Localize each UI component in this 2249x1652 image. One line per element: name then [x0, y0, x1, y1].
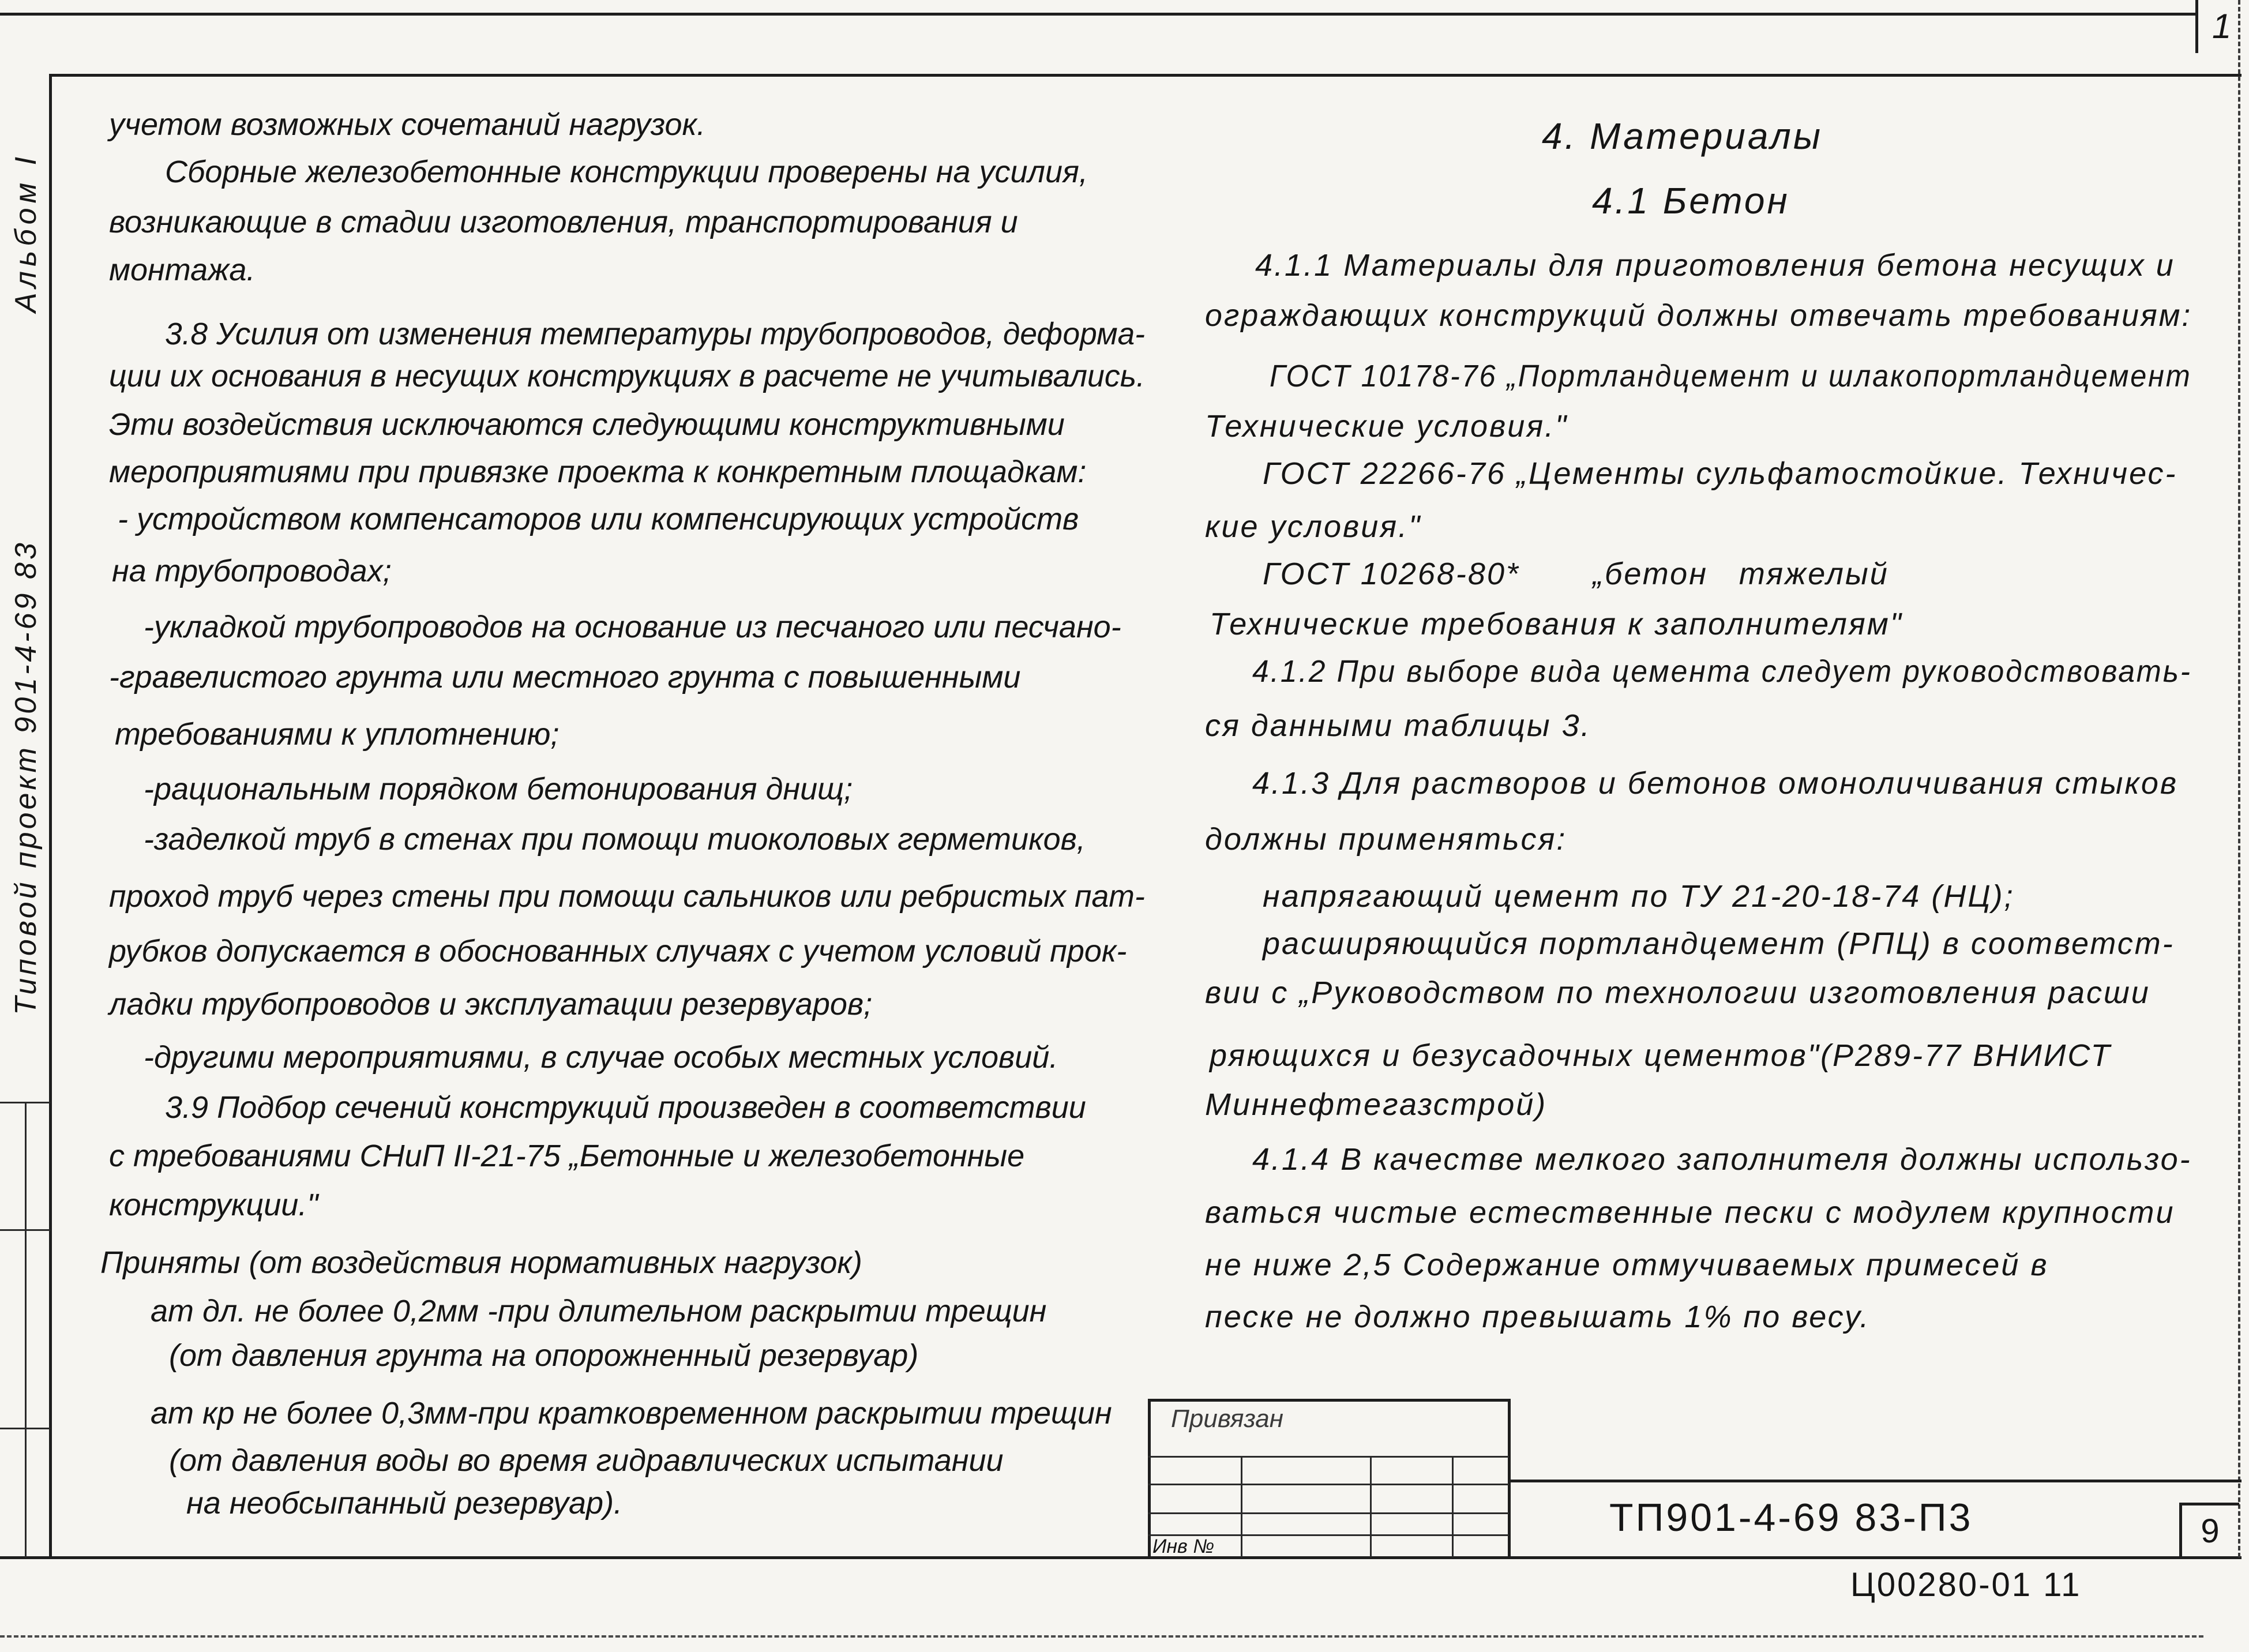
- left-text-line: 3.8 Усилия от изменения температуры трубопроводов, деформа-: [165, 317, 1146, 351]
- title-block-col-rule: [1452, 1456, 1454, 1557]
- right-text-line: 4.1.1 Материалы для приготовления бетона несущих и: [1255, 248, 2175, 283]
- subsection-heading: 4.1 Бетон: [1592, 180, 1790, 221]
- right-text-line: 4.1.3 Для растворов и бетонов омоноличивания стыков: [1252, 766, 2179, 801]
- left-text-line: конструкции.": [109, 1188, 318, 1222]
- title-block-row-rule: [1148, 1484, 1509, 1485]
- left-text-line: -другими мероприятиями, в случае особых местных условий.: [144, 1040, 1058, 1075]
- sheet-number: 9: [2201, 1512, 2220, 1550]
- title-block-main-divider: [1509, 1480, 2242, 1482]
- right-text-line: 4.1.4 В качестве мелкого заполнителя должны использо-: [1252, 1142, 2192, 1177]
- left-text-line: -укладкой трубопроводов на основание из песчаного или песчано-: [144, 610, 1121, 644]
- right-text-line: кие условия.": [1205, 509, 1422, 544]
- right-text-line: 4.1.2 При выборе вида цемента следует руководствовать-: [1252, 654, 2192, 689]
- document-designation: ТП901-4-69 83-П3: [1609, 1496, 1973, 1540]
- left-text-line: Эти воздействия исключаются следующими конструктивными: [109, 407, 1065, 442]
- left-text-line: (от давления воды во время гидравлических испытании: [169, 1443, 1004, 1478]
- left-text-line: на трубопроводах;: [112, 554, 392, 588]
- left-text-line: учетом возможных сочетаний нагрузок.: [109, 107, 706, 142]
- right-text-line: вии с „Руководством по технологии изготовления расши: [1205, 975, 2150, 1010]
- left-text-line: проход труб через стены при помощи сальников или ребристых пат-: [109, 879, 1145, 914]
- left-text-line: мероприятиями при привязке проекта к конкретным площадкам:: [109, 455, 1087, 489]
- left-text-line: с требованиями СНиП II-21-75 „Бетонные и железобетонные: [109, 1139, 1025, 1173]
- right-text-line: ваться чистые естественные пески с модулем крупности: [1205, 1195, 2175, 1230]
- sheet-box-border: [2179, 1503, 2239, 1505]
- left-text-line: требованиями к уплотнению;: [115, 717, 560, 752]
- album-label: Альбом I: [9, 152, 43, 313]
- left-text-line: монтажа.: [109, 253, 256, 287]
- left-text-line: на необсыпанный резервуар).: [186, 1486, 623, 1520]
- left-text-line: 3.9 Подбор сечений конструкций произведен в соответствии: [165, 1090, 1086, 1125]
- left-text-line: aт дл. не более 0,2мм -при длительном раскрытии трещин: [151, 1294, 1047, 1328]
- right-text-line: Технические условия.": [1205, 409, 1568, 444]
- right-text-line: напрягающий цемент по ТУ 21-20-18-74 (НЦ);: [1263, 879, 2015, 914]
- right-text-line: не ниже 2,5 Содержание отмучиваемых примесей в: [1205, 1248, 2049, 1282]
- left-text-line: возникающие в стадии изготовления, транспортирования и: [109, 205, 1018, 239]
- right-text-line: ряющихся и безусадочных цементов"(Р289-77 ВНИИСТ: [1210, 1038, 2112, 1073]
- right-text-line: песке не должно превышать 1% по весу.: [1205, 1300, 1871, 1334]
- right-text-line: должны применяться:: [1205, 822, 1567, 857]
- left-text-line: - устройством компенсаторов или компенсирующих устройств: [118, 502, 1079, 536]
- left-text-line: Приняты (от воздействия нормативных нагрузок): [100, 1245, 862, 1280]
- left-text-line: рубков допускается в обоснованных случаях с учетом условий прок-: [109, 934, 1127, 968]
- title-block-row-rule: [1148, 1512, 1509, 1514]
- right-text-line: ГОСТ 22266-76 „Цементы сульфатостойкие. Техничес-: [1263, 456, 2177, 491]
- right-text-line: ГОСТ 10268-80* „бетон тяжелый: [1263, 557, 1889, 591]
- title-block-col-rule: [1241, 1456, 1242, 1557]
- left-text-line: ладки трубопроводов и эксплуатации резервуаров;: [109, 987, 873, 1022]
- right-text-line: расширяющийся портландцемент (РПЦ) в соответст-: [1263, 926, 2175, 961]
- inventory-number-label: Инв №: [1152, 1535, 1215, 1557]
- title-block-row-rule: [1148, 1456, 1509, 1458]
- right-text-line: Технические требования к заполнителям": [1210, 607, 1903, 641]
- corner-sheet-mark: 1: [2212, 7, 2232, 46]
- attached-label: Привязан: [1171, 1405, 1283, 1433]
- project-label: Типовой проект 901-4-69 83: [9, 540, 43, 1015]
- right-text-line: ся данными таблицы 3.: [1205, 708, 1591, 743]
- left-text-line: -рациональным порядком бетонирования днищ;: [144, 772, 853, 806]
- right-text-line: ограждающих конструкций должны отвечать требованиям:: [1205, 298, 2192, 333]
- left-text-line: -гравелистого грунта или местного грунта с повышенными: [109, 660, 1021, 694]
- left-text-line: ции их основания в несущих конструкциях в расчете не учитывались.: [109, 359, 1145, 393]
- left-text-line: aт кр не более 0,3мм-при кратковременном раскрытии трещин: [151, 1396, 1112, 1431]
- title-block-col-rule: [1370, 1456, 1372, 1557]
- archive-code: Ц00280-01 11: [1850, 1566, 2082, 1604]
- right-text-line: ГОСТ 10178-76 „Портландцемент и шлакопортландцемент: [1270, 359, 2192, 393]
- left-text-line: -заделкой труб в стенах при помощи тиоколовых герметиков,: [144, 822, 1086, 857]
- left-text-line: (от давления грунта на опорожненный резервуар): [169, 1338, 919, 1373]
- left-text-line: Сборные железобетонные конструкции проверены на усилия,: [165, 155, 1088, 189]
- section-heading: 4. Материалы: [1542, 115, 1823, 157]
- right-text-line: Миннефтегазстрой): [1205, 1087, 1548, 1122]
